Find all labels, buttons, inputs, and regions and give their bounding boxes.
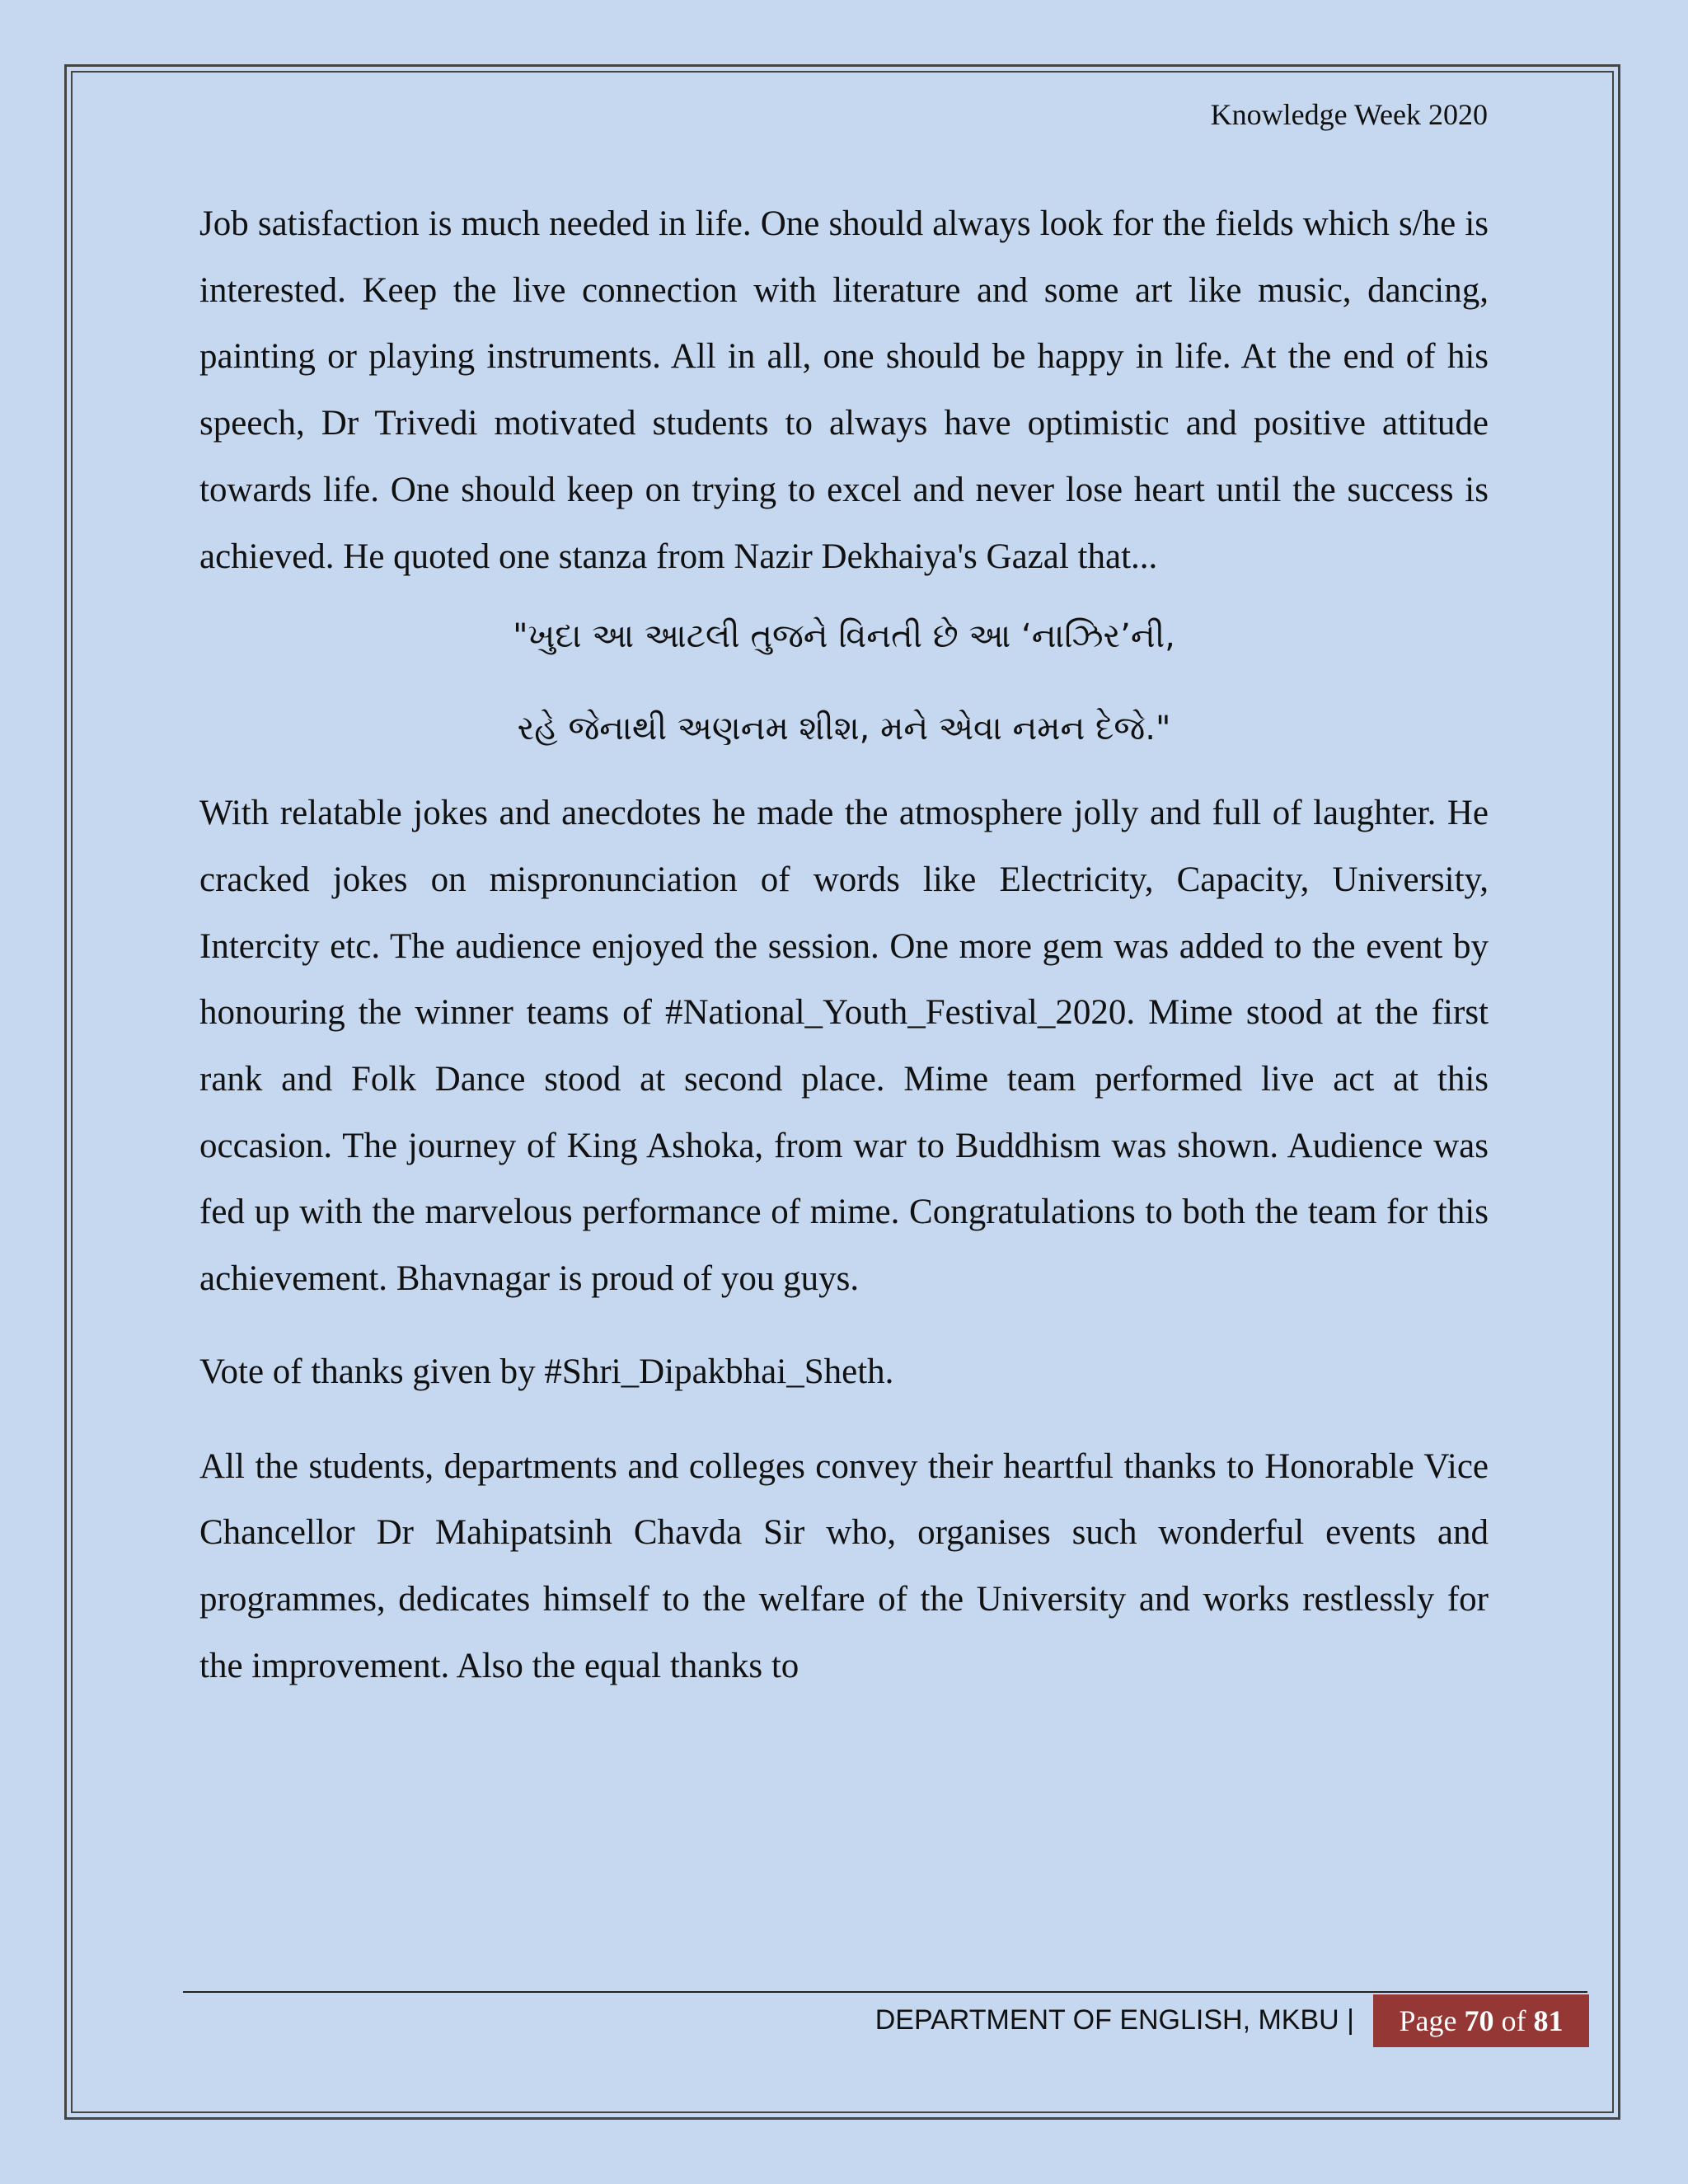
paragraph-job-satisfaction: Job satisfaction is much needed in life. One should always look for the fields which s/he is interested. Keep the live connection with literature and some art like music, dancing, painting or playing instruments. All in all, one should be happy in life. At the end of his speech, Dr Trivedi motivated students to always have optimistic and positive attitude towards life. One should keep on trying to excel and never lose heart until the success is achieved. He quoted one stanza from Nazir Dekhaiya's Gazal that... (199, 204, 1489, 576)
gujarati-quote-line-1: "ખુદા આ આટલી તુજને વિનતી છે આ ‘નાઝિર’ની, (513, 617, 1175, 656)
page-number-badge (1373, 1994, 1589, 2047)
paragraph-thanks-vice-chancellor: All the students, departments and colleges convey their heartful thanks to Honorable Vice Chancellor Dr Mahipatsinh Chavda Sir who, organises such wonderful events and programmes, dedicates himself to the welfare of the University and works restlessly for the improvement. Also the equal thanks to (199, 1446, 1489, 1685)
paragraph-jokes-anecdotes: With relatable jokes and anecdotes he made the atmosphere jolly and full of laughter. He cracked jokes on mispronunciation of words like Electricity, Capacity, University, Intercity etc. The audience enjoyed the session. One more gem was added to the event by honouring the winner teams of #National_Youth_Festival_2020. Mime stood at the first rank and Folk Dance stood at second place. Mime team performed live act at this occasion. The journey of King Ashoka, from war to Buddhism was shown. Audience was fed up with the marvelous performance of mime. Congratulations to both the team for this achievement. Bhavnagar is proud of you guys. (199, 794, 1489, 1299)
gujarati-quote-line-2: રહે જેનાથી અણનમ શીશ, મને એવા નમન દેજે." (517, 710, 1171, 748)
footer-divider (183, 1991, 1587, 1993)
page-label: Page (1399, 2004, 1457, 2037)
running-header: Knowledge Week 2020 (1210, 98, 1488, 131)
page-of-label: of (1501, 2004, 1526, 2037)
paragraph-vote-of-thanks: Vote of thanks given by #Shri_Dipakbhai_Sheth. (199, 1352, 894, 1391)
document-body (199, 191, 1489, 1699)
footer-department: DEPARTMENT OF ENGLISH, MKBU | (874, 2004, 1354, 2036)
page-number: 70 (1464, 2004, 1494, 2037)
page-total: 81 (1533, 2004, 1564, 2037)
